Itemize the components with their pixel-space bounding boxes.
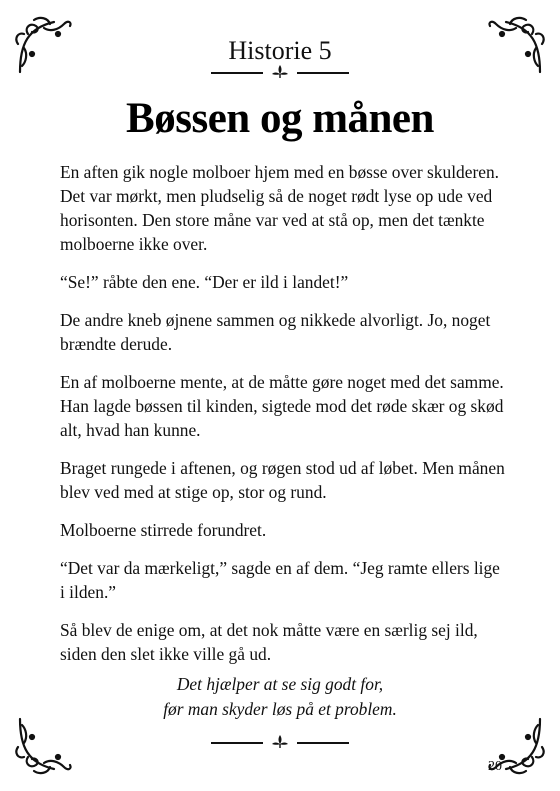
bottom-divider	[0, 733, 560, 753]
story-moral	[0, 672, 560, 722]
title-divider	[0, 63, 560, 83]
divider-line-right	[297, 72, 349, 74]
moral-line: før man skyder løs på et problem.	[163, 699, 397, 719]
divider-line-left	[211, 72, 263, 74]
fleur-divider-icon	[271, 733, 289, 754]
story-paragraph: “Det var da mærkeligt,” sagde en af dem. “Jeg ramte ellers lige i ilden.”	[60, 558, 500, 602]
story-paragraph: Så blev de enige om, at det nok måtte være en særlig sej ild, siden den slet ikke ville gå ud.	[60, 620, 478, 664]
story-paragraph: De andre kneb øjnene sammen og nikkede alvorligt. Jo, noget brændte derude.	[60, 310, 491, 354]
story-title: Bøssen og månen	[126, 95, 434, 142]
story-paragraph: Molboerne stirrede forundret.	[60, 520, 267, 540]
story-body	[60, 160, 508, 680]
story-paragraph: En af molboerne mente, at de måtte gøre noget med det samme. Han lagde bøssen til kinden, sigtede mod det røde skær og skød alt, hvad han kunne.	[60, 372, 504, 440]
page-number: 20	[488, 759, 502, 774]
story-paragraph: En aften gik nogle molboer hjem med en bøsse over skulderen. Det var mørkt, men pludselig så de noget rødt lyse op ude ved horisonten. Den store måne var ved at stå op, men det tænkte molboerne ikke over.	[60, 162, 499, 254]
divider-line-right	[297, 742, 349, 744]
story-paragraph: “Se!” råbte den ene. “Der er ild i landet!”	[60, 272, 349, 292]
story-paragraph: Braget rungede i aftenen, og røgen stod ud af løbet. Men månen blev ved med at stige op, stor og rund.	[60, 458, 505, 502]
divider-line-left	[211, 742, 263, 744]
story-number-label: Historie 5	[228, 36, 332, 65]
moral-line: Det hjælper at se sig godt for,	[176, 674, 384, 694]
fleur-divider-icon	[271, 63, 289, 84]
